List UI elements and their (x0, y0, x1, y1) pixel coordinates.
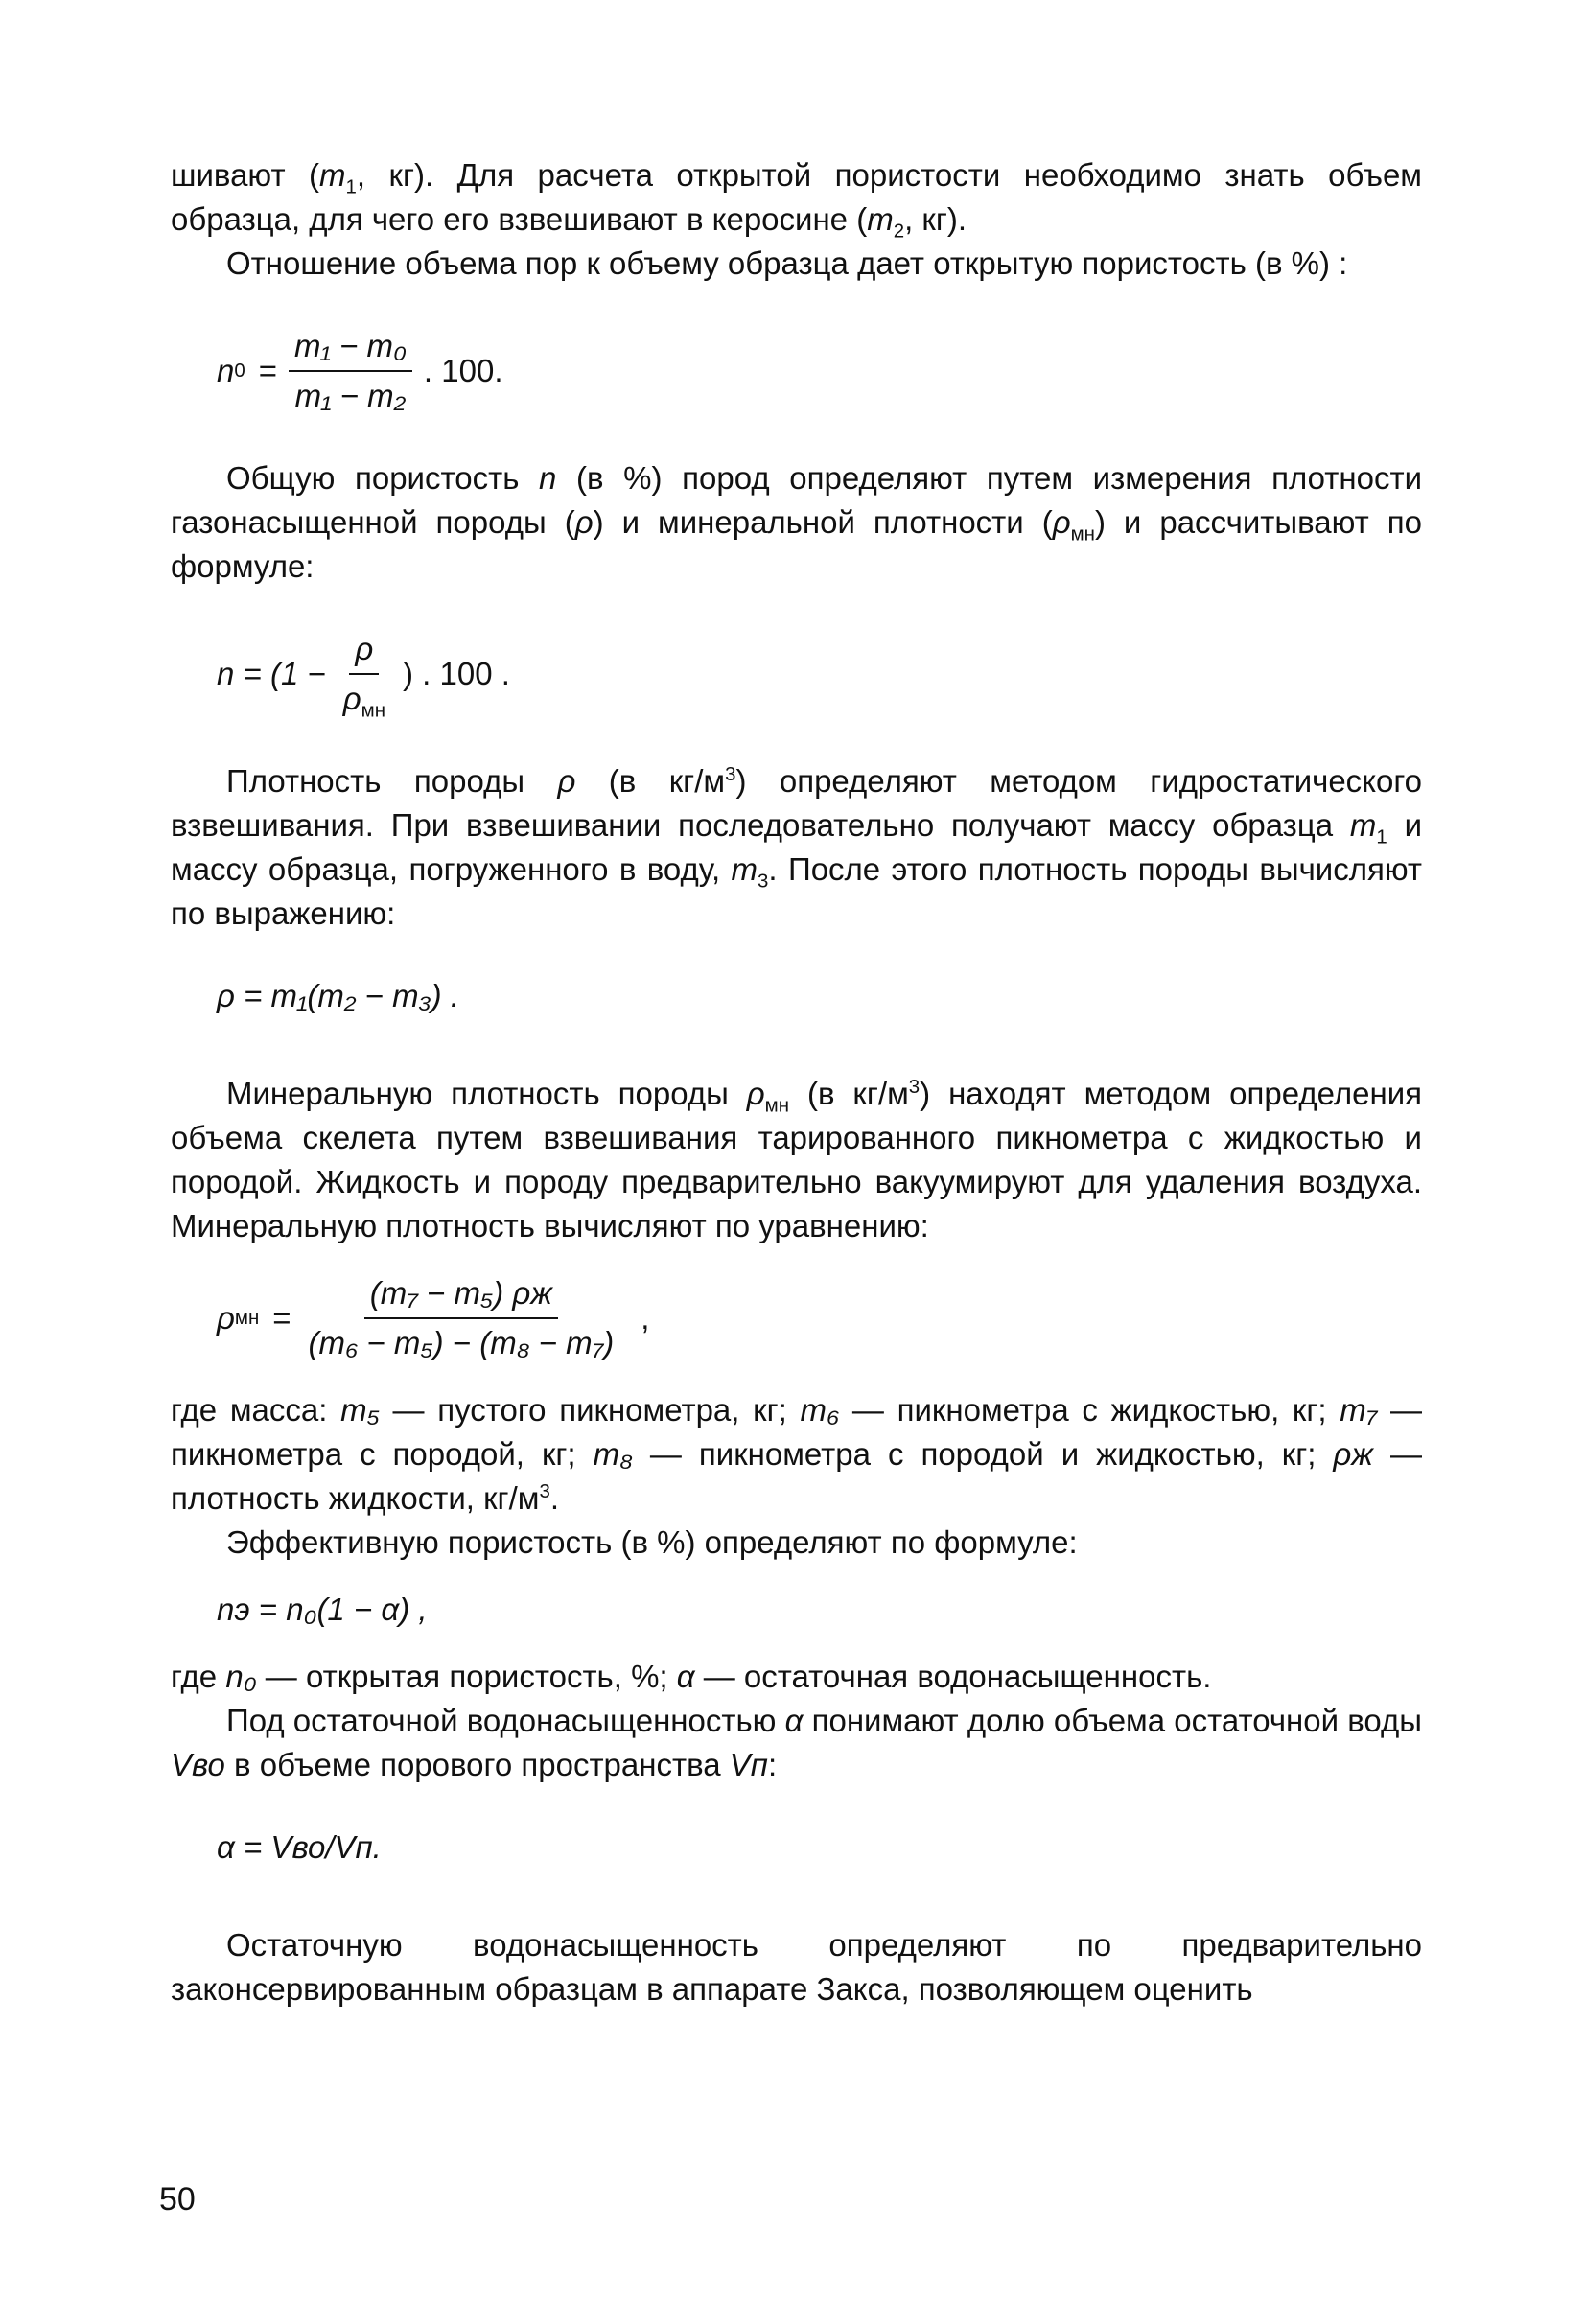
denominator: (m₆ − m₅) − (m₈ − m₇) (308, 1325, 615, 1360)
numerator: (m₇ − m₅) ρж (364, 1275, 558, 1319)
text: (в кг/м (789, 1076, 909, 1111)
text: (в %) пород определяют путем измерения плотности газонасыщенной породы ( (171, 460, 1422, 540)
var-rho-mn: ρ (1052, 504, 1071, 540)
text: понимают долю объема остаточной воды (803, 1703, 1422, 1738)
var-n: n (539, 460, 557, 496)
equals: = (258, 353, 278, 388)
text: Плотность породы (226, 763, 558, 799)
fraction (338, 631, 391, 722)
text: Под остаточной водонасыщенностью (226, 1703, 785, 1738)
text: и массу образца, погруженного в воду, (171, 807, 1423, 887)
text: ) и минеральной плотности ( (593, 504, 1053, 540)
text: — пикнометра с породой, кг; (171, 1392, 1423, 1472)
sub: мн (764, 1094, 790, 1117)
paragraph-1 (171, 153, 1422, 242)
text: . (549, 1480, 559, 1516)
text: . После этого плотность породы вычисляют по выражению: (171, 851, 1422, 931)
page-number: 50 (159, 2181, 196, 2218)
denominator (338, 675, 391, 722)
text: — пустого пикнометра, кг; (379, 1392, 801, 1428)
var-rho: ρ (557, 763, 576, 799)
formula-open-porosity: n 0 = $\frac{\text{m₁ − m₀}}{\text{m₁ − m₂}}$ . 100. (217, 328, 503, 413)
paragraph-6 (171, 1388, 1422, 1521)
formula-tail: , (641, 1300, 650, 1336)
var-alpha: α (676, 1659, 695, 1694)
paragraph-5 (171, 1072, 1422, 1248)
text: — пикнометра с жидкостью, кг; (839, 1392, 1340, 1428)
text: ) определяют методом гидростатического взвешивания. При взвешивании последовательно получают массу образца (171, 763, 1422, 843)
numerator: m₁ − m₀ (289, 328, 412, 372)
formula-lhs: n = (1 − (217, 656, 326, 691)
var-rho: ρ (746, 1076, 765, 1111)
sup: 3 (539, 1480, 550, 1502)
text: где (171, 1659, 226, 1694)
var-m3: m (731, 851, 758, 887)
var-m1: m (1349, 807, 1377, 843)
sup: 3 (725, 763, 736, 785)
text: — пикнометра с породой и жидкостью, кг; (632, 1436, 1334, 1472)
page-content (171, 153, 1422, 2011)
formula-residual-saturation: α = Vво/Vп. (217, 1829, 382, 1865)
sub: мн (1070, 523, 1095, 546)
fraction (303, 1275, 620, 1361)
paragraph-3 (171, 456, 1422, 589)
text: ) находят методом определения объема скелета путем взвешивания тарированного пикнометра с жидкостью и породой. Жидкость и породу предварительно вакуумируют для удаления воздуха. Минеральную плотность вычисляют по уравнению: (171, 1076, 1422, 1243)
text: — остаточная водонасыщенность. (694, 1659, 1212, 1694)
fraction (289, 328, 412, 414)
paragraph-8 (171, 1655, 1422, 1699)
formula-density: ρ = m₁(m₂ − m₃) . (217, 978, 459, 1013)
paragraph-2: Отношение объема пор к объему образца дает открытую пористость (в %) : (226, 245, 1348, 281)
numerator: ρ (349, 631, 379, 675)
text: — открытая пористость, %; (256, 1659, 677, 1694)
text: шивают ( (171, 157, 320, 193)
sub: 1 (1376, 825, 1387, 848)
paragraph-7: Эффективную пористость (в %) определяют по формуле: (226, 1524, 1078, 1560)
var-m7: m₇ (1340, 1392, 1378, 1428)
paragraph-4 (171, 759, 1422, 936)
var-alpha: α (784, 1703, 804, 1738)
text: (в кг/м (575, 763, 726, 799)
text: , кг). Для расчета открытой пористости необходимо знать объем образца, для чего его взвешивают в керосине ( (171, 157, 1422, 237)
text: в объеме порового пространства (224, 1747, 730, 1782)
equals: = (272, 1300, 291, 1336)
sub: мн (361, 699, 385, 722)
var-m1: m (319, 157, 346, 193)
formula-lhs: n (217, 353, 235, 388)
var-m5: m₅ (340, 1392, 380, 1428)
var-rho: ρ (574, 504, 594, 540)
text: — плотность жидкости, кг/м (171, 1436, 1422, 1516)
sup: 3 (908, 1076, 921, 1098)
var-m6: m₆ (800, 1392, 840, 1428)
denominator: m₁ − m₂ (294, 378, 407, 413)
var-m8: m₈ (593, 1436, 633, 1472)
paragraph-9 (171, 1699, 1422, 1787)
formula-tail: ) . 100 . (403, 656, 510, 691)
sub: 1 (345, 175, 357, 198)
formula-lhs: ρ (217, 1300, 235, 1336)
text: Минеральную плотность породы (226, 1076, 747, 1111)
formula-tail: . 100. (423, 353, 503, 388)
var-vp: Vп (729, 1747, 768, 1782)
formula-total-porosity (217, 631, 1422, 722)
paragraph-10: Остаточную водонасыщенность определяют по предварительно законсервированным образцам в аппарате Закса, позволяющем оценить (171, 1927, 1422, 2007)
var-n0: n₀ (225, 1659, 257, 1694)
text: : (767, 1747, 778, 1782)
sub: 3 (758, 870, 769, 893)
var-rho-zh: ρж (1333, 1436, 1373, 1472)
formula-effective-porosity: nэ = n₀(1 − α) , (217, 1592, 428, 1627)
var-vvo: Vво (171, 1747, 225, 1782)
var-m2: m (867, 201, 894, 237)
text: ) и рассчитывают по формуле: (171, 504, 1422, 584)
formula-mineral-density: ρ мн = $\frac{\text{(m₇ − m₅) ρж}}{\text{(m₆ − m₅) − (m₈ − m₇)}}$ , (217, 1275, 650, 1360)
text: где масса: (171, 1392, 341, 1428)
sub: 2 (893, 220, 905, 243)
text: , кг). (904, 201, 967, 237)
text: Общую пористость (226, 460, 540, 496)
var-rho: ρ (342, 681, 361, 716)
